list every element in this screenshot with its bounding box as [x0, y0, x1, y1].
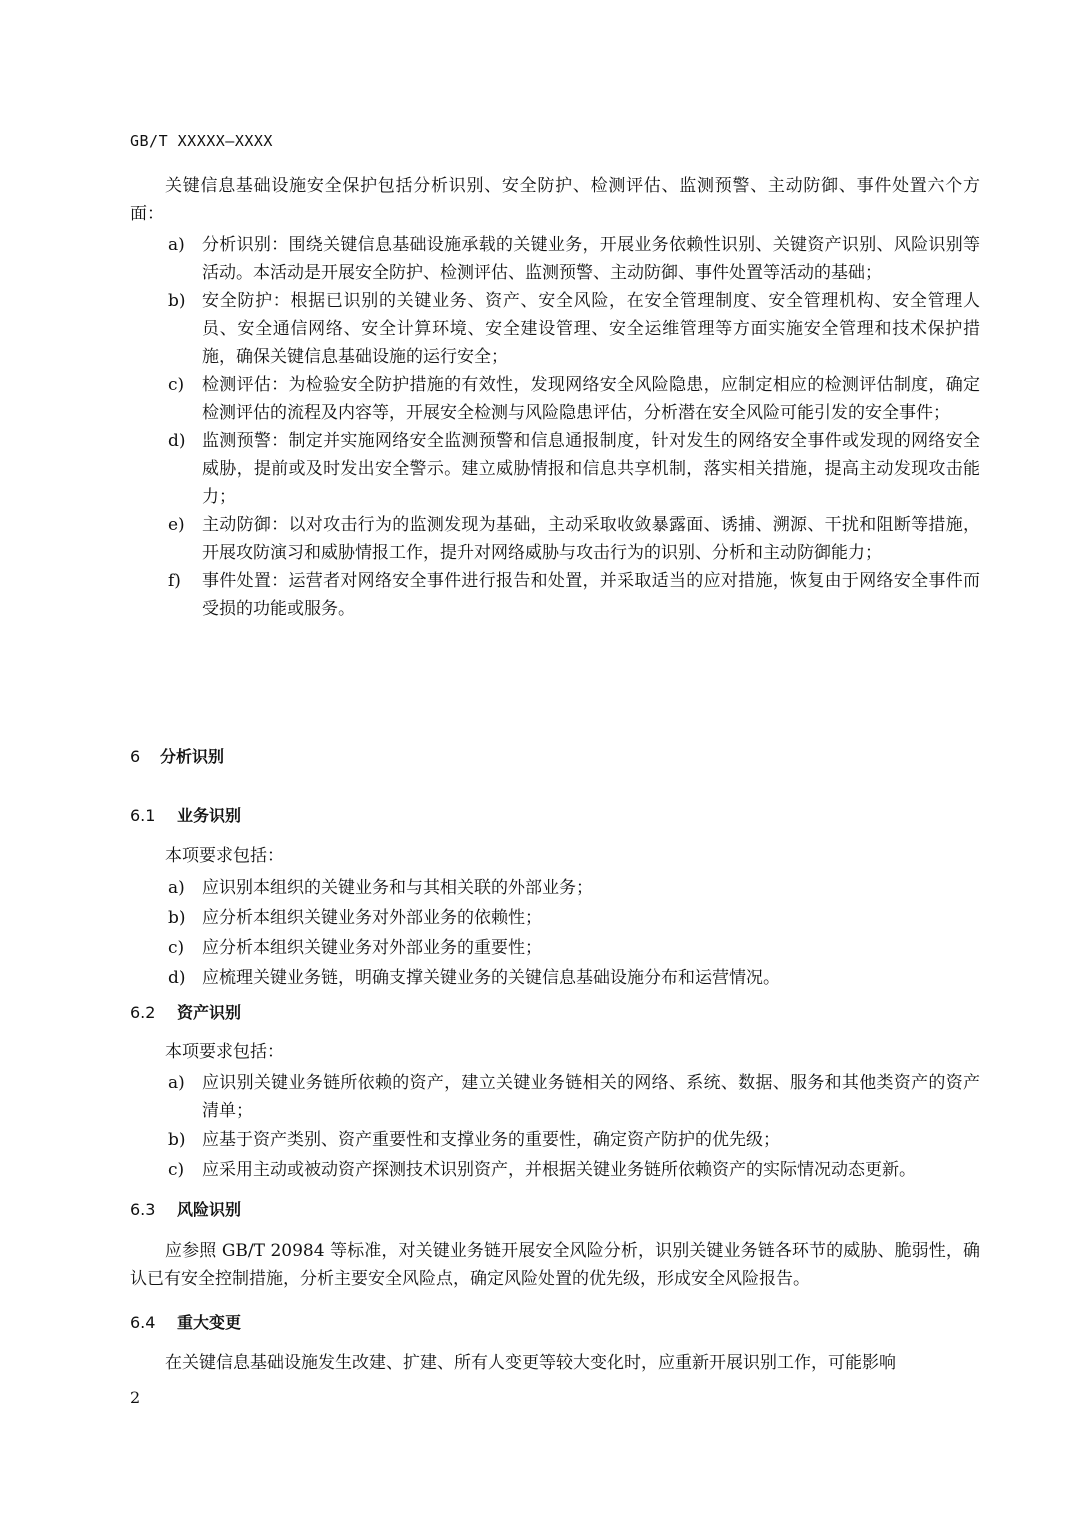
list-marker: c): [168, 1160, 185, 1180]
list-marker: e): [168, 515, 185, 535]
list-item-text: 事件处置：运营者对网络安全事件进行报告和处置，并采取适当的应对措施，恢复由于网络安全事件而受损的功能或服务。: [202, 571, 980, 619]
intro-paragraph: 关键信息基础设施安全保护包括分析识别、安全防护、检测评估、监测预警、主动防御、事件处置六个方面：: [130, 176, 980, 224]
list-item: [130, 287, 980, 371]
list-marker: f): [168, 571, 181, 591]
list-item: [130, 1155, 980, 1185]
list-item: [130, 427, 980, 511]
list-marker: a): [168, 878, 185, 898]
list-item-text: 应识别关键业务链所依赖的资产，建立关键业务链相关的网络、系统、数据、服务和其他类资产的资产清单；: [202, 1073, 980, 1121]
list-item-text: 应基于资产类别、资产重要性和支撑业务的重要性，确定资产防护的优先级；: [202, 1130, 780, 1150]
list-item-text: 应采用主动或被动资产探测技术识别资产，并根据关键业务链所依赖资产的实际情况动态更新。: [202, 1160, 916, 1180]
section-number: 6: [130, 747, 141, 766]
list-item: [130, 873, 980, 903]
section-number: 6.1: [130, 806, 156, 825]
list-item-text: 应识别本组织的关键业务和与其相关联的外部业务；: [202, 878, 593, 898]
section-6-1-body: [130, 842, 980, 993]
list-item-text: 应分析本组织关键业务对外部业务的依赖性；: [202, 908, 542, 928]
list-item-text: 分析识别：围绕关键信息基础设施承载的关键业务，开展业务依赖性识别、关键资产识别、风险识别等活动。本活动是开展安全防护、检测评估、监测预警、主动防御、事件处置等活动的基础；: [202, 235, 980, 283]
list-marker: d): [168, 431, 186, 451]
section-6-3-body: [130, 1237, 980, 1296]
section-paragraph: 在关键信息基础设施发生改建、扩建、所有人变更等较大变化时，应重新开展识别工作，可能影响: [165, 1353, 896, 1373]
list-item-text: 安全防护：根据已识别的关键业务、资产、安全风险，在安全管理制度、安全管理机构、安全管理人员、安全通信网络、安全计算环境、安全建设管理、安全运维管理等方面实施安全管理和技术保护措施，确保关键信息基础设施的运行安全；: [202, 291, 980, 367]
section-paragraph: 应参照 GB/T 20984 等标准，对关键业务链开展安全风险分析，识别关键业务链各环节的威胁、脆弱性，确认已有安全控制措施，分析主要安全风险点，确定风险处置的优先级，形成安全风险报告。: [130, 1241, 980, 1289]
list-marker: b): [168, 908, 186, 928]
list-marker: a): [168, 235, 185, 255]
list-item: [130, 903, 980, 933]
list-item-text: 应梳理关键业务链，明确支撑关键业务的关键信息基础设施分布和运营情况。: [202, 968, 780, 988]
list-marker: d): [168, 968, 186, 988]
intro-list: [130, 231, 980, 623]
section-title: 业务识别: [177, 806, 242, 825]
section-title: 资产识别: [177, 1003, 242, 1022]
section-6-1-heading: [130, 803, 241, 826]
list-item: [130, 231, 980, 287]
list-item-text: 监测预警：制定并实施网络安全监测预警和信息通报制度，针对发生的网络安全事件或发现的网络安全威胁，提前或及时发出安全警示。建立威胁情报和信息共享机制，落实相关措施，提高主动发现攻击能力；: [202, 431, 980, 507]
section-title: 分析识别: [160, 747, 225, 766]
section-6-4-heading: [130, 1310, 241, 1333]
list-item-text: 检测评估：为检验安全防护措施的有效性，发现网络安全风险隐患，应制定相应的检测评估制度，确定检测评估的流程及内容等，开展安全检测与风险隐患评估，分析潜在安全风险可能引发的安全事件；: [202, 375, 980, 423]
document-code-header: GB/T XXXXX—XXXX: [130, 132, 273, 150]
list-item: [130, 1125, 980, 1155]
list-marker: b): [168, 291, 186, 311]
section-number: 6.3: [130, 1200, 156, 1219]
list-marker: b): [168, 1130, 186, 1150]
section-title: 风险识别: [177, 1200, 242, 1219]
list-item: [130, 933, 980, 963]
list-marker: c): [168, 375, 185, 395]
list-item-text: 应分析本组织关键业务对外部业务的重要性；: [202, 938, 542, 958]
list-item: [130, 963, 980, 993]
section-6-2-heading: [130, 1000, 241, 1023]
section-6-3-heading: [130, 1197, 241, 1220]
section-number: 6.4: [130, 1313, 156, 1332]
section-6-2-body: [130, 1038, 980, 1185]
list-marker: c): [168, 938, 185, 958]
section-6-heading: [130, 744, 224, 767]
page-number: 2: [130, 1388, 141, 1407]
intro-block: [130, 172, 980, 625]
section-lead: 本项要求包括：: [165, 1042, 284, 1062]
list-item: [130, 511, 980, 567]
section-lead: 本项要求包括：: [165, 846, 284, 866]
list-item: [130, 1069, 980, 1125]
section-number: 6.2: [130, 1003, 156, 1022]
section-title: 重大变更: [177, 1313, 242, 1332]
list-marker: a): [168, 1073, 185, 1093]
list-item: [130, 371, 980, 427]
list-item: [130, 567, 980, 623]
section-6-4-body: [130, 1349, 980, 1380]
list-item-text: 主动防御：以对攻击行为的监测发现为基础，主动采取收敛暴露面、诱捕、溯源、干扰和阻断等措施，开展攻防演习和威胁情报工作，提升对网络威胁与攻击行为的识别、分析和主动防御能力；: [202, 515, 980, 563]
